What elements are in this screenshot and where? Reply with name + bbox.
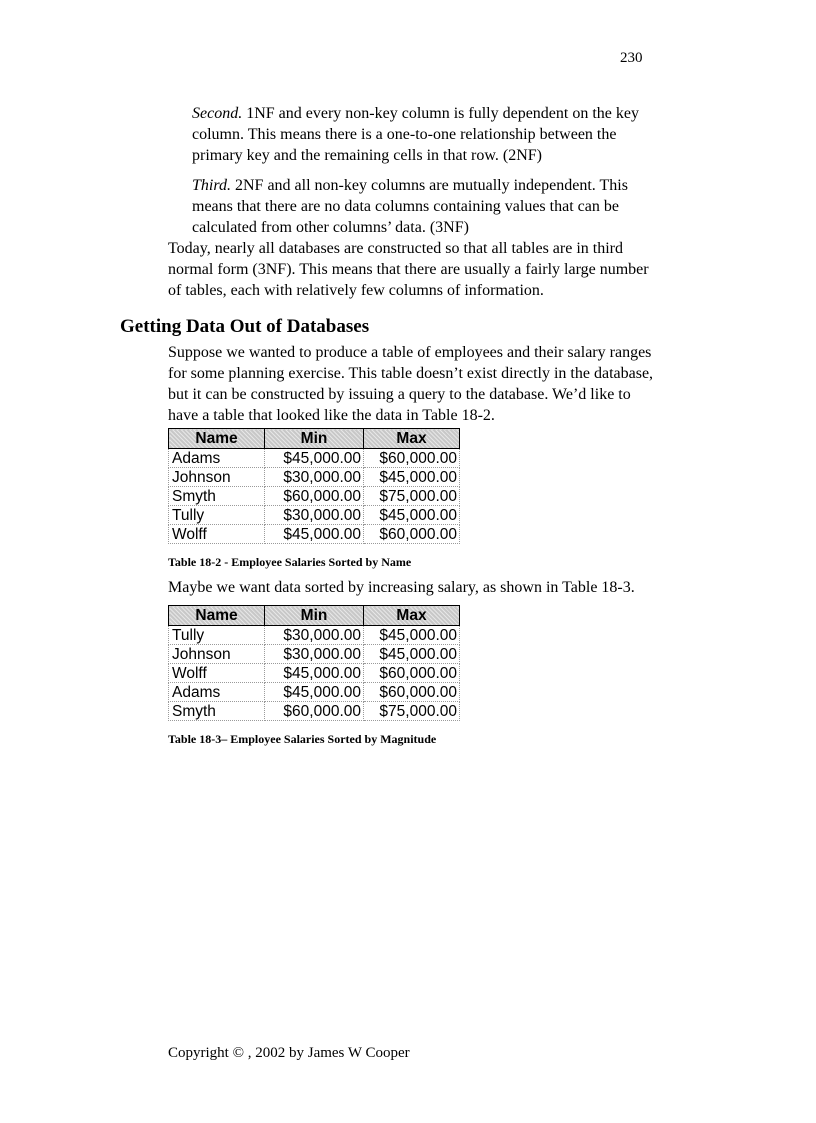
column-header-min: Min <box>265 606 364 626</box>
table-18-3-caption: Table 18-3– Employee Salaries Sorted by Magnitude <box>168 732 437 746</box>
table-row <box>169 683 460 702</box>
column-header-name: Name <box>169 429 265 449</box>
cell-max: $60,000.00 <box>364 525 460 544</box>
cell-min: $60,000.00 <box>265 487 364 506</box>
cell-min: $45,000.00 <box>265 683 364 702</box>
second-normal-form-text: 1NF and every non-key column is fully dependent on the key column. This means there is a one-to-one relationship between the primary key and the remaining cells in that row. (2NF) <box>192 105 639 164</box>
cell-name: Tully <box>169 506 265 525</box>
suppose-paragraph: Suppose we wanted to produce a table of employees and their salary ranges for some planning exercise. This table doesn’t exist directly in the database, but it can be constructed by issuing a query to the database. We’d like to have a table that looked like the data in Table 18-2. <box>168 344 654 424</box>
cell-name: Smyth <box>169 702 265 721</box>
salary-table-by-magnitude <box>168 605 460 721</box>
cell-max: $75,000.00 <box>364 487 460 506</box>
table-row <box>169 645 460 664</box>
cell-min: $60,000.00 <box>265 702 364 721</box>
table-row <box>169 702 460 721</box>
today-paragraph: Today, nearly all databases are constructed so that all tables are in third normal form (3NF). This means that there are usually a fairly large number of tables, each with relatively few columns of information. <box>168 240 649 299</box>
table-row <box>169 525 460 544</box>
cell-min: $45,000.00 <box>265 525 364 544</box>
cell-name: Johnson <box>169 468 265 487</box>
cell-name: Adams <box>169 449 265 468</box>
column-header-max: Max <box>364 606 460 626</box>
page-number: 230 <box>620 50 643 66</box>
cell-min: $45,000.00 <box>265 449 364 468</box>
cell-max: $75,000.00 <box>364 702 460 721</box>
third-normal-form-paragraph <box>192 175 662 238</box>
table-row <box>169 449 460 468</box>
cell-name: Wolff <box>169 664 265 683</box>
table-row <box>169 626 460 645</box>
table-header-row <box>169 606 460 626</box>
cell-name: Tully <box>169 626 265 645</box>
cell-max: $45,000.00 <box>364 468 460 487</box>
table-header-row <box>169 429 460 449</box>
cell-min: $30,000.00 <box>265 645 364 664</box>
cell-max: $45,000.00 <box>364 626 460 645</box>
table-18-2-caption: Table 18-2 - Employee Salaries Sorted by Name <box>168 555 412 569</box>
cell-name: Smyth <box>169 487 265 506</box>
cell-name: Adams <box>169 683 265 702</box>
table-row <box>169 506 460 525</box>
copyright-footer: Copyright © , 2002 by James W Cooper <box>168 1045 410 1061</box>
cell-min: $30,000.00 <box>265 506 364 525</box>
cell-name: Wolff <box>169 525 265 544</box>
second-normal-form-paragraph <box>192 103 662 166</box>
column-header-min: Min <box>265 429 364 449</box>
cell-min: $30,000.00 <box>265 468 364 487</box>
column-header-max: Max <box>364 429 460 449</box>
cell-max: $45,000.00 <box>364 645 460 664</box>
table-row <box>169 487 460 506</box>
cell-max: $45,000.00 <box>364 506 460 525</box>
cell-max: $60,000.00 <box>364 683 460 702</box>
third-normal-form-lead: Third. <box>192 177 231 194</box>
cell-max: $60,000.00 <box>364 449 460 468</box>
column-header-name: Name <box>169 606 265 626</box>
cell-min: $45,000.00 <box>265 664 364 683</box>
cell-min: $30,000.00 <box>265 626 364 645</box>
table-row <box>169 664 460 683</box>
section-heading: Getting Data Out of Databases <box>120 316 370 337</box>
maybe-paragraph: Maybe we want data sorted by increasing salary, as shown in Table 18-3. <box>168 579 635 596</box>
second-normal-form-lead: Second. <box>192 105 243 122</box>
salary-table-by-name <box>168 428 460 544</box>
table-row <box>169 468 460 487</box>
cell-max: $60,000.00 <box>364 664 460 683</box>
cell-name: Johnson <box>169 645 265 664</box>
third-normal-form-text: 2NF and all non-key columns are mutually independent. This means that there are no data columns containing values that can be calculated from other columns’ data. (3NF) <box>192 177 628 236</box>
